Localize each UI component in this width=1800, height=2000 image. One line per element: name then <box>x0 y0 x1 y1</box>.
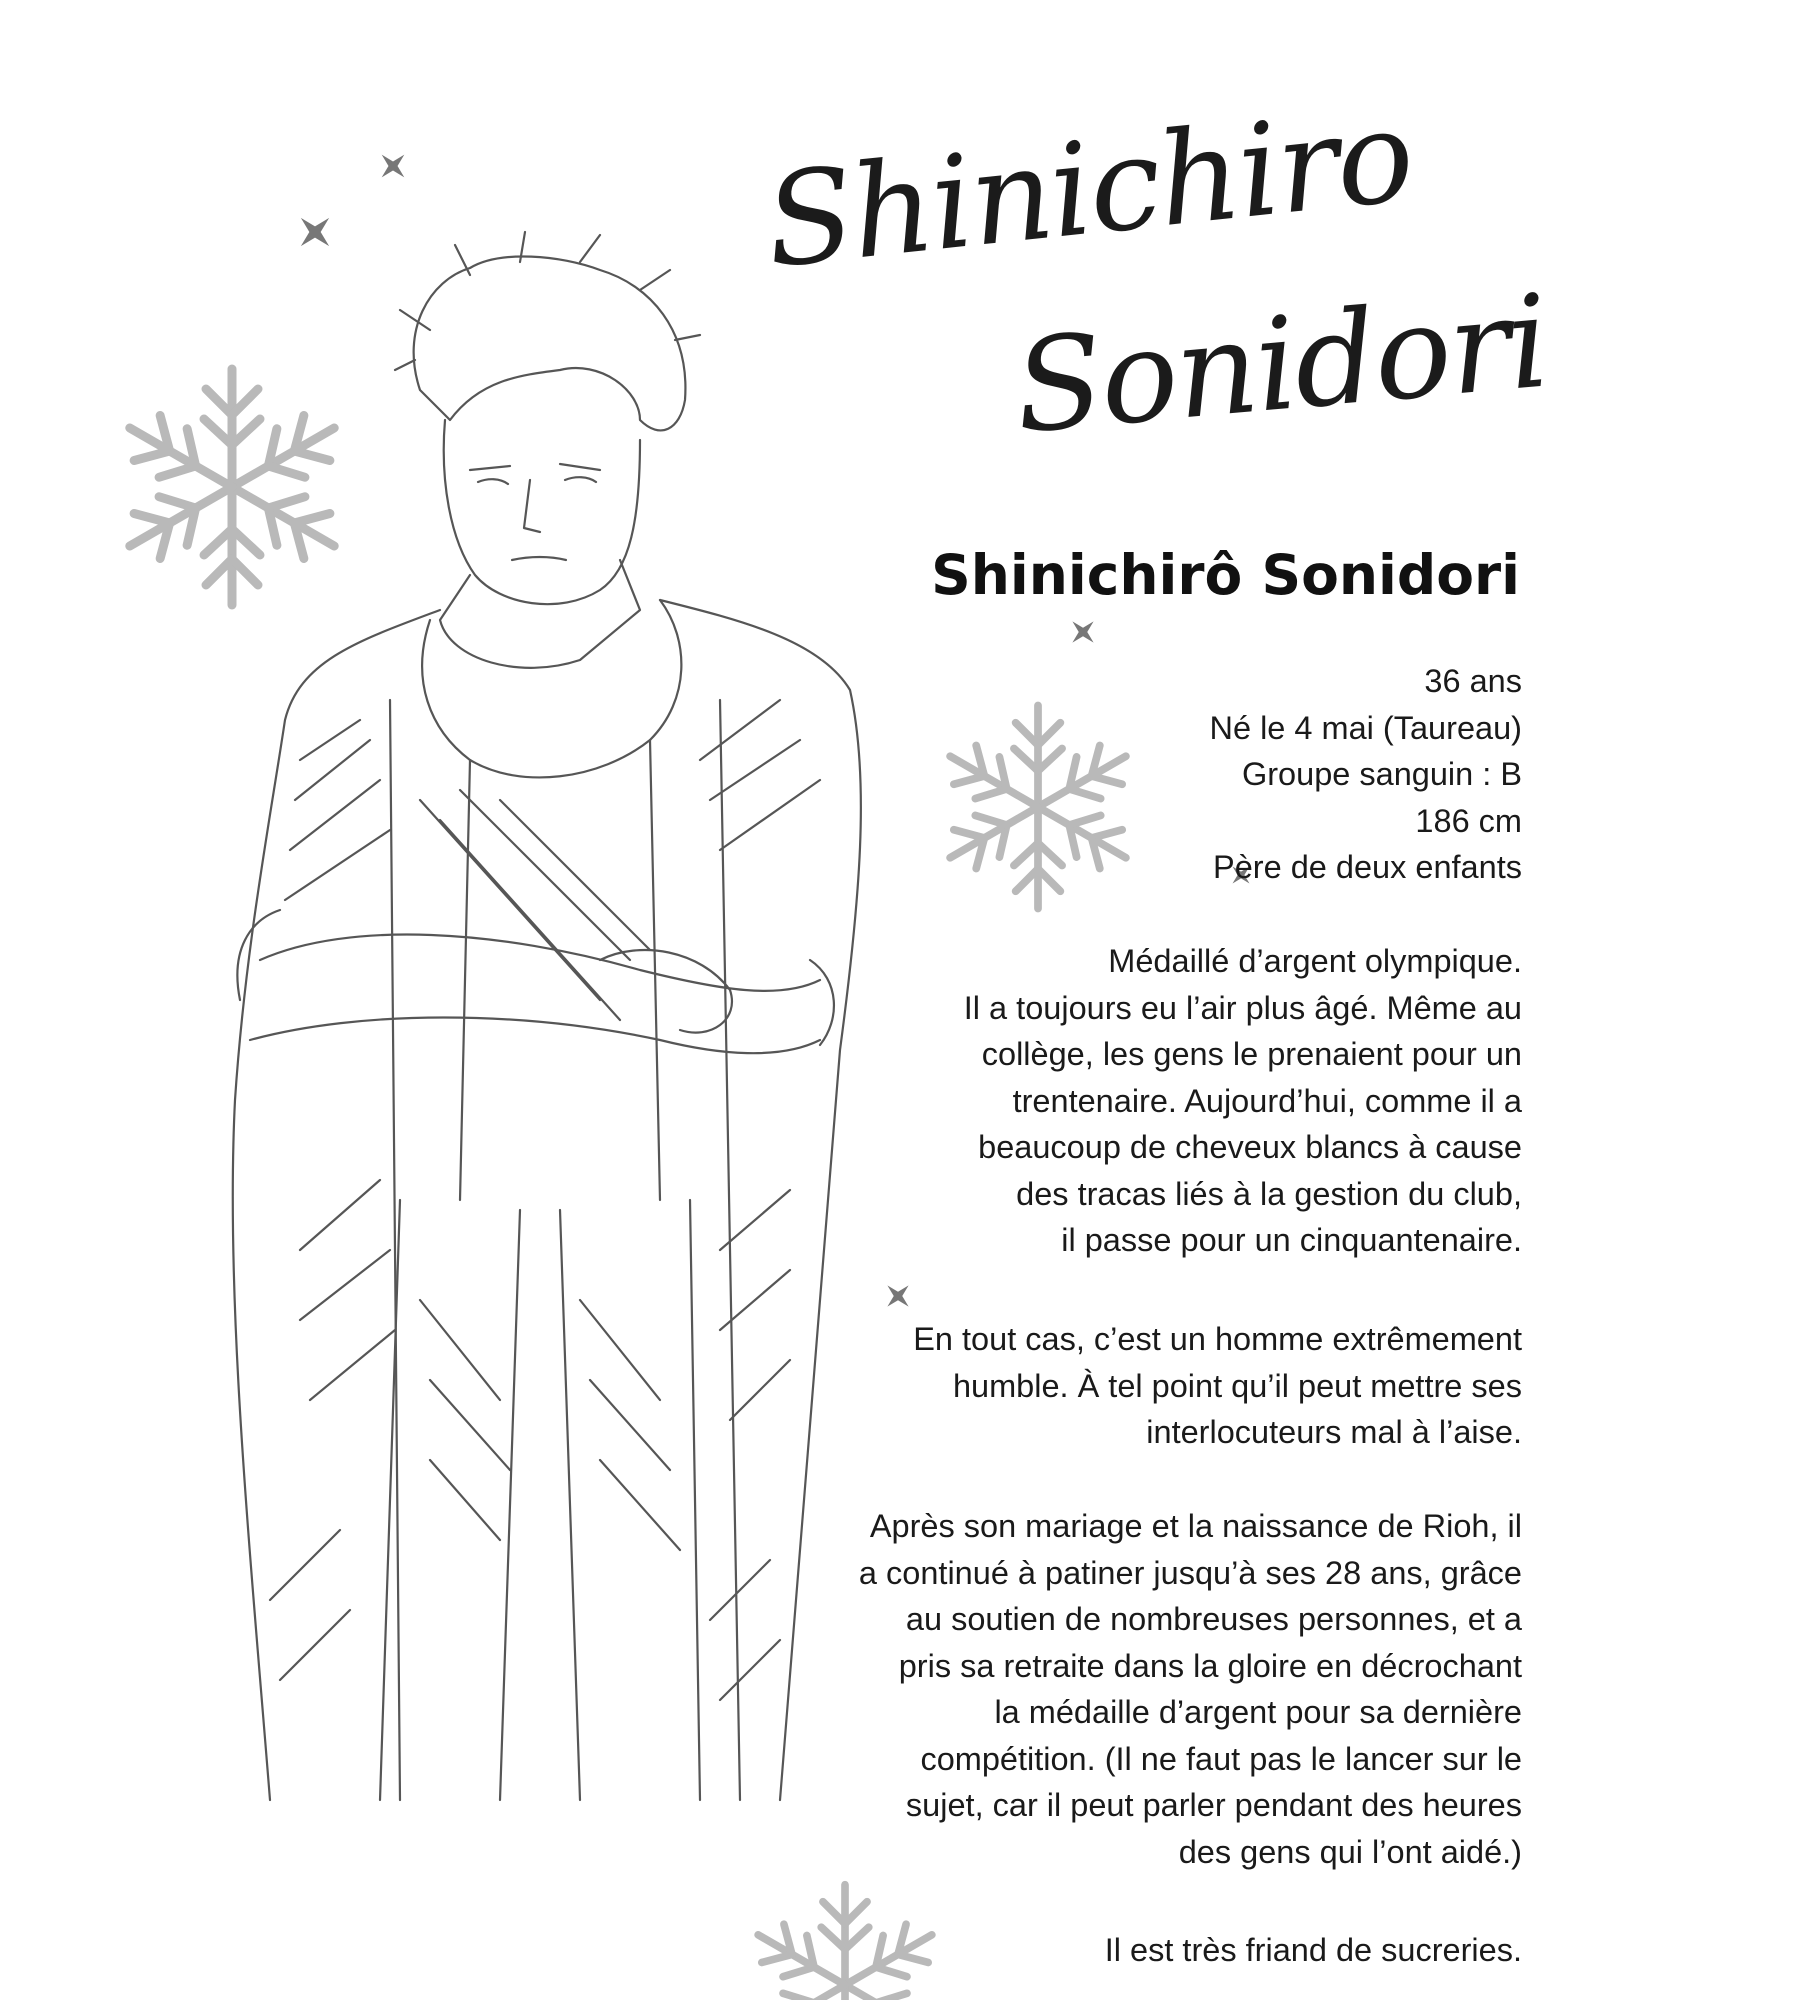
stat-family: Père de deux enfants <box>1213 849 1522 885</box>
text-line: Il est très friand de sucreries. <box>1104 1932 1522 1968</box>
text-line: En tout cas, c’est un homme extrêmement <box>913 1321 1522 1357</box>
text-line: beaucoup de cheveux blancs à cause <box>978 1129 1522 1165</box>
stat-birthday: Né le 4 mai (Taureau) <box>1209 709 1522 746</box>
stat-blood-type: Groupe sanguin : B <box>1241 756 1522 792</box>
stat-height: 186 cm <box>1415 802 1522 839</box>
text-line: des gens qui l’ont aidé.) <box>1178 1833 1522 1870</box>
text-line: pris sa retraite dans la gloire en décrochant <box>898 1647 1522 1684</box>
text-line: des tracas liés à la gestion du club, <box>1016 1175 1522 1212</box>
signature-last-name: Sonidori <box>1009 267 1554 463</box>
bio-paragraph-4 <box>1105 1927 1522 1974</box>
character-name: Shinichirô Sonidori <box>931 543 1520 607</box>
text-line: Médaillé d’argent olympique. <box>1108 943 1522 979</box>
bio-paragraph-3 <box>859 1503 1522 1875</box>
text-line: au soutien de nombreuses personnes, et a <box>905 1601 1522 1637</box>
text-line: humble. À tel point qu’il peut mettre ses <box>952 1367 1522 1404</box>
text-line: il passe pour un cinquantenaire. <box>1061 1222 1522 1258</box>
text-line: Après son mariage et la naissance de Rioh, il <box>869 1508 1522 1544</box>
bio-paragraph-1 <box>964 938 1522 1264</box>
text-line: interlocuteurs mal à l’aise. <box>1146 1414 1522 1450</box>
signature-first-name: Shinichiro <box>758 81 1419 298</box>
bio-paragraph-2 <box>913 1316 1522 1456</box>
character-stats <box>1210 658 1523 891</box>
text-line: compétition. (Il ne faut pas le lancer sur le <box>920 1740 1522 1777</box>
text-line: Il a toujours eu l’air plus âgé. Même au <box>963 989 1522 1026</box>
text-line: a continué à patiner jusqu’à ses 28 ans, grâce <box>858 1554 1522 1591</box>
signature-title <box>758 81 1554 490</box>
stat-age: 36 ans <box>1424 663 1522 699</box>
text-line: sujet, car il peut parler pendant des heures <box>905 1787 1522 1823</box>
text-line: collège, les gens le prenaient pour un <box>981 1036 1522 1072</box>
text-line: la médaille d’argent pour sa dernière <box>994 1694 1522 1730</box>
text-line: trentenaire. Aujourd’hui, comme il a <box>1012 1082 1522 1119</box>
